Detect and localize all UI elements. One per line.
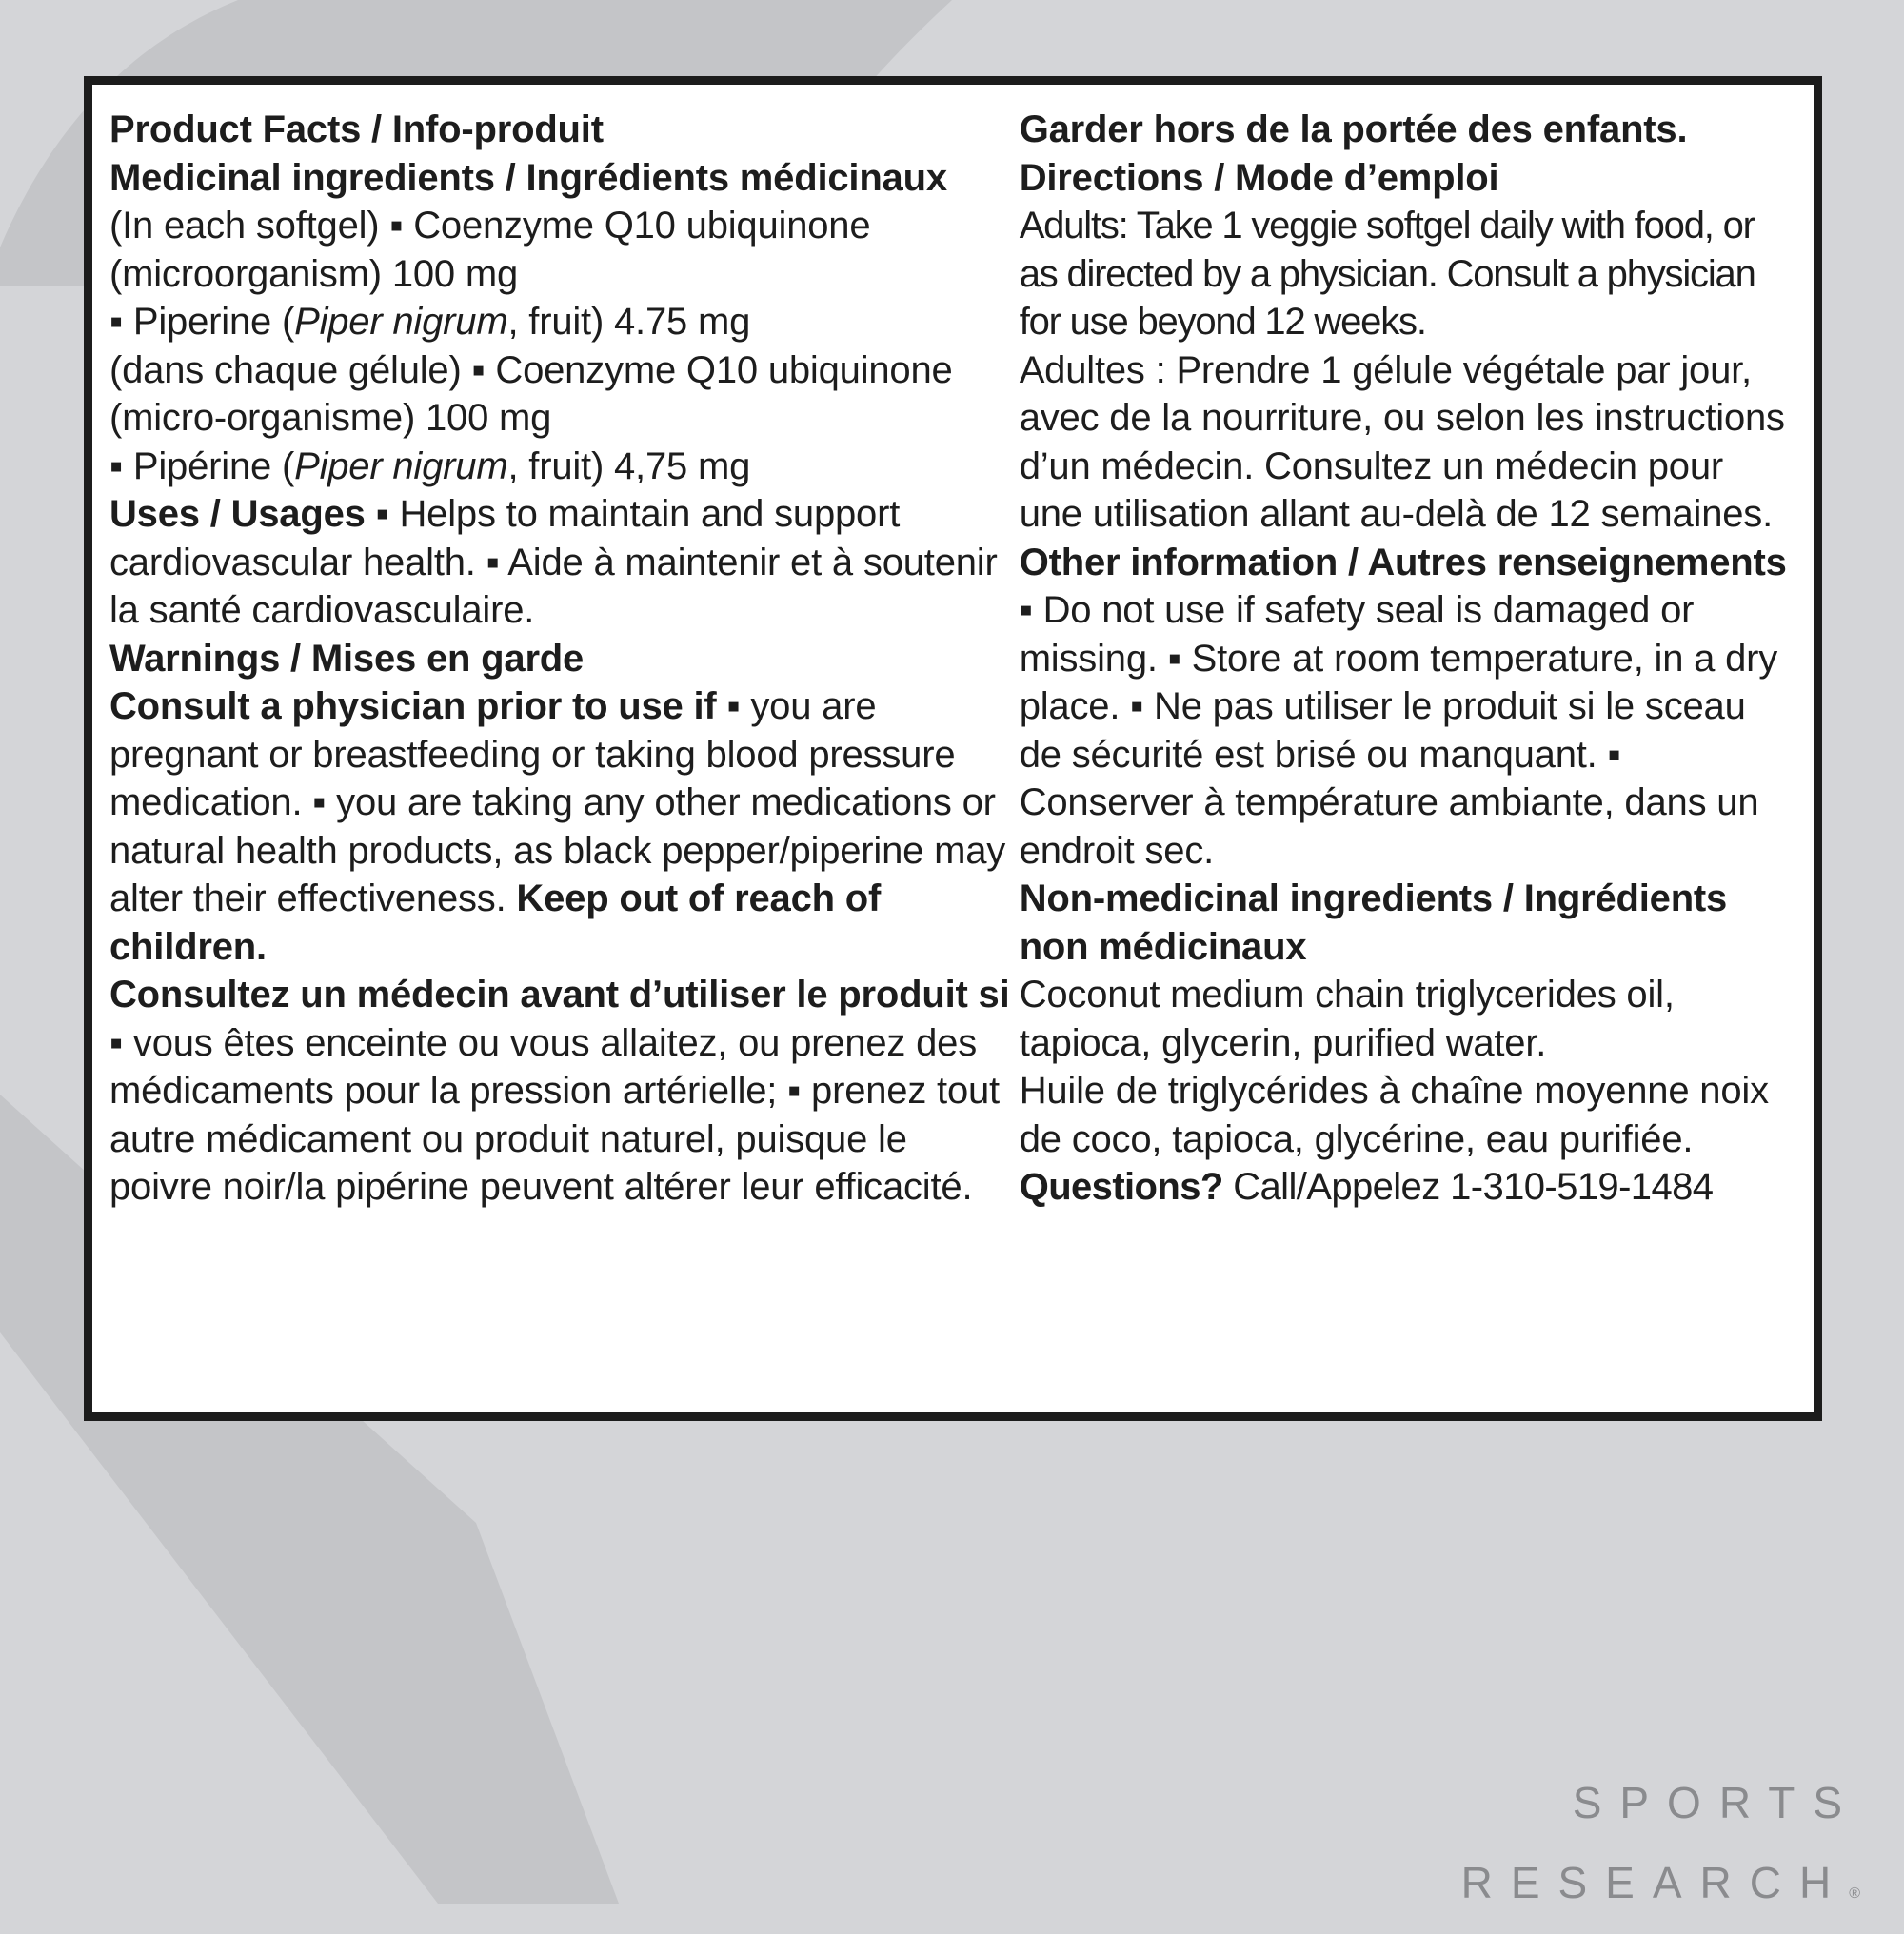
coq10-en-text: (In each softgel) ▪ Coenzyme Q10 ubiquinone (microorganism) 100 mg	[109, 205, 871, 295]
other-info-heading: Other information / Autres renseignements	[1019, 541, 1787, 583]
right-column	[1016, 106, 1796, 1412]
other-info-text: ▪ Do not use if safety seal is damaged or missing. ▪ Store at room temperature, in a dry place. ▪ Ne pas utiliser le produit si le sceau de sécurité est brisé ou manquant. ▪ Conserver à température ambiante, dans un endroit sec.	[1019, 589, 1778, 872]
questions-phone: Call/Appelez 1-310-519-1484	[1233, 1166, 1714, 1208]
medicinal-ingredient-en	[109, 202, 1016, 346]
directions-fr: Adultes : Prendre 1 gélule végétale par jour, avec de la nourriture, ou selon les instructions d’un médecin. Consultez un médecin pour une utilisation allant au-delà de 12 semaines.	[1019, 348, 1785, 535]
consult-en-heading: Consult a physician prior to use if	[109, 685, 717, 727]
uses-text: ▪ Helps to maintain and support cardiovascular health. ▪ Aide à maintenir et à soutenir la santé cardiovasculaire.	[109, 493, 998, 631]
sports-research-logo	[1461, 1763, 1860, 1934]
uses-section	[109, 490, 1016, 635]
directions-en: Adults: Take 1 veggie softgel daily with food, or as directed by a physician. Consult a physician for use beyond 12 weeks.	[1019, 205, 1755, 343]
warnings-heading: Warnings / Mises en garde	[109, 637, 585, 680]
piperine-fr-a: ▪ Pipérine (	[109, 444, 295, 487]
product-facts-panel	[84, 76, 1822, 1421]
brand-line-2-text: RESEARCH	[1460, 1858, 1850, 1907]
consult-fr-text: ▪ vous êtes enceinte ou vous allaitez, ou prenez des médicaments pour la pression artérielle; ▪ prenez tout autre médicament ou produit naturel, puisque le poivre noir/la pipérine peuvent altérer leur efficacité.	[109, 1021, 1000, 1208]
consult-fr-heading: Consultez un médecin avant d’utiliser le produit si	[109, 974, 1010, 1016]
brand-line-1: SPORTS	[1572, 1778, 1860, 1827]
piperine-en-a: ▪ Piperine (	[109, 301, 295, 343]
non-medicinal-fr: Huile de triglycérides à chaîne moyenne noix de coco, tapioca, glycérine, eau purifiée.	[1019, 1070, 1769, 1160]
piperine-fr-b: , fruit) 4,75 mg	[507, 444, 751, 487]
medicinal-ingredients-heading: Medicinal ingredients / Ingrédients médicinaux	[109, 156, 947, 199]
registered-mark: ®	[1849, 1885, 1860, 1902]
keep-out-fr: Garder hors de la portée des enfants.	[1019, 109, 1688, 150]
brand-line-2	[1461, 1843, 1860, 1934]
consult-en-text: ▪ you are pregnant or breastfeeding or taking blood pressure medication. ▪ you are taking any other medications or natural health products, as black pepper/piperine may alter their effectiveness.	[109, 685, 1006, 919]
questions-label: Questions?	[1019, 1166, 1223, 1208]
questions-line	[1020, 1163, 1796, 1212]
keep-out-en: Keep out of reach of children.	[109, 878, 882, 968]
piperine-en-latin: Piper nigrum	[294, 301, 508, 343]
medicinal-ingredient-fr	[109, 346, 1016, 491]
non-medicinal-en: Coconut medium chain triglycerides oil, tapioca, glycerin, purified water.	[1019, 974, 1675, 1064]
warnings-en	[109, 682, 1016, 971]
directions-heading: Directions / Mode d’emploi	[1019, 156, 1499, 199]
product-facts-title: Product Facts / Info-produit	[109, 109, 604, 150]
piperine-en-b: , fruit) 4.75 mg	[507, 301, 751, 343]
non-medicinal-heading: Non-medicinal ingredients / Ingrédients non médicinaux	[1019, 878, 1728, 968]
uses-heading: Uses / Usages	[109, 493, 366, 535]
piperine-fr-latin: Piper nigrum	[294, 444, 508, 487]
left-column	[109, 106, 1016, 1412]
coq10-fr-text: (dans chaque gélule) ▪ Coenzyme Q10 ubiquinone (micro-organisme) 100 mg	[109, 348, 953, 439]
